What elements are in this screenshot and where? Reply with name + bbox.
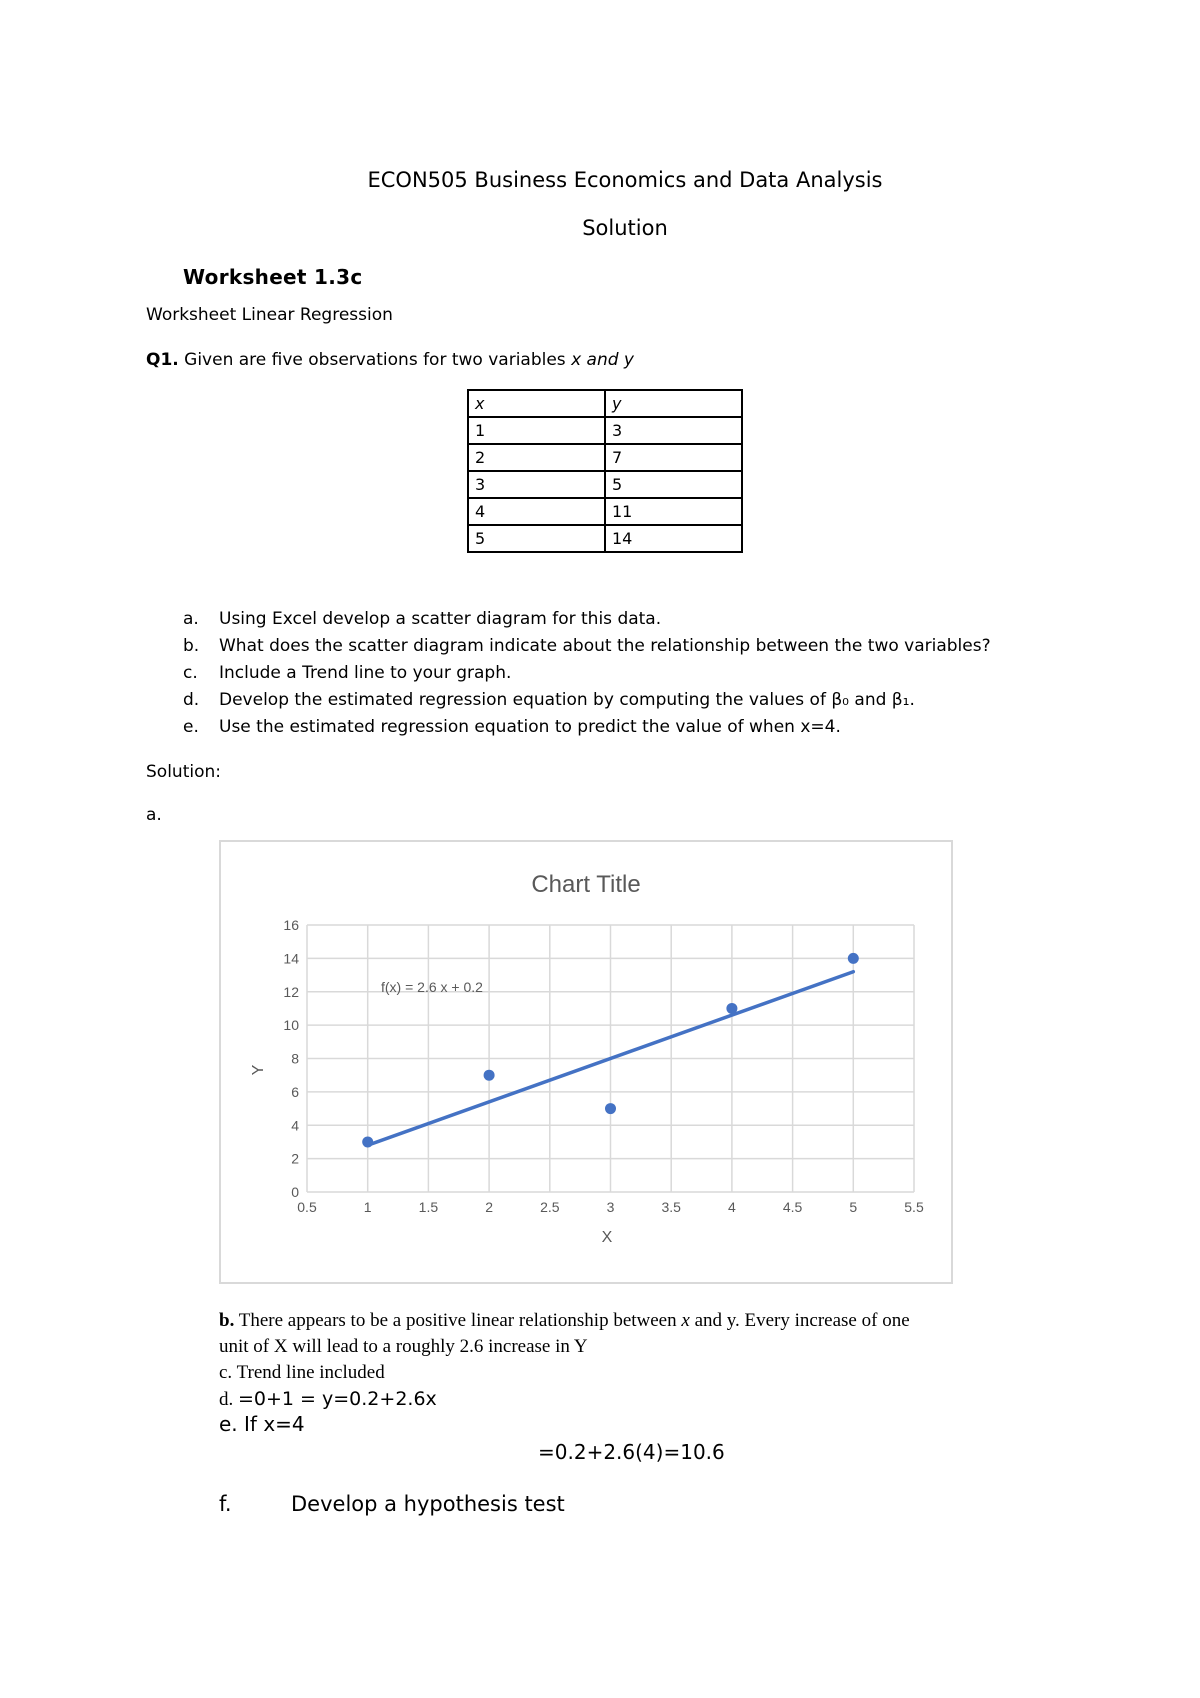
task-text: Use the estimated regression equation to predict the value of when x=4. <box>219 717 841 737</box>
x-tick-label: 4 <box>728 1199 736 1215</box>
data-point <box>848 953 859 964</box>
answer-b-line2: unit of X will lead to a roughly 2.6 increase in Y <box>219 1336 588 1357</box>
data-point <box>362 1136 373 1147</box>
y-tick-label: 2 <box>291 1150 299 1167</box>
x-axis-label: X <box>601 1229 613 1246</box>
observations-table <box>467 389 743 553</box>
data-point <box>605 1103 616 1114</box>
answer-e-result: =0.2+2.6(4)=10.6 <box>538 1440 725 1464</box>
table-cell: 2 <box>468 444 605 471</box>
x-tick-label: 1.5 <box>418 1199 439 1215</box>
y-tick-label: 6 <box>291 1083 299 1100</box>
y-tick-label: 16 <box>283 917 299 933</box>
question-q1 <box>146 350 634 370</box>
table-header-row <box>468 390 742 417</box>
task-text: Develop the estimated regression equation by computing the values of β₀ and β₁. <box>219 690 915 710</box>
answer-f-marker: f. <box>219 1492 232 1516</box>
worksheet-subtitle: Worksheet Linear Regression <box>146 305 393 325</box>
table-cell: 5 <box>605 471 742 498</box>
x-tick-label: 1 <box>363 1199 372 1215</box>
list-item <box>183 633 991 660</box>
task-marker: e. <box>183 717 199 737</box>
answer-e: e. If x=4 <box>219 1412 305 1436</box>
task-text: Using Excel develop a scatter diagram for this data. <box>219 609 662 629</box>
task-marker: d. <box>183 690 200 710</box>
x-tick-label: 3.5 <box>661 1199 681 1215</box>
y-tick-label: 10 <box>283 1017 299 1034</box>
answer-f-text: Develop a hypothesis test <box>291 1492 565 1516</box>
worksheet-title: Worksheet 1.3c <box>183 265 363 289</box>
x-tick-label: 4.5 <box>782 1199 803 1215</box>
y-axis-label: Y <box>250 1064 267 1076</box>
y-tick-label: 12 <box>283 983 299 1000</box>
task-list <box>183 606 991 741</box>
scatter-chart <box>219 840 953 1284</box>
task-text: Include a Trend line to your graph. <box>219 663 512 683</box>
table-cell: 14 <box>605 525 742 552</box>
x-tick-label: 0.5 <box>297 1199 317 1215</box>
x-tick-label: 2.5 <box>540 1199 560 1215</box>
solution-label: Solution: <box>146 762 221 782</box>
chart-title: Chart Title <box>531 871 641 898</box>
table-cell: 3 <box>605 417 742 444</box>
table-cell: 4 <box>468 498 605 525</box>
trendline-equation: f(x) = 2.6 x + 0.2 <box>381 979 483 995</box>
table-cell: 1 <box>468 417 605 444</box>
course-title: ECON505 Business Economics and Data Analysis <box>367 168 883 192</box>
table-cell: 5 <box>468 525 605 552</box>
table-header-y: y <box>605 390 742 417</box>
y-tick-label: 14 <box>283 950 299 967</box>
table-cell: 3 <box>468 471 605 498</box>
data-point <box>726 1003 737 1014</box>
table-header-x: x <box>468 390 605 417</box>
y-tick-label: 4 <box>291 1117 299 1134</box>
y-tick-label: 0 <box>291 1184 299 1200</box>
table-row <box>468 471 742 498</box>
y-tick-label: 8 <box>291 1050 299 1067</box>
question-vars: x and y <box>571 350 634 370</box>
table-row <box>468 498 742 525</box>
answer-c: c. Trend line included <box>219 1362 385 1383</box>
table-cell: 11 <box>605 498 742 525</box>
task-marker: b. <box>183 636 200 656</box>
part-a-label: a. <box>146 805 162 825</box>
chart-svg <box>221 842 951 1282</box>
task-marker: c. <box>183 663 198 683</box>
list-item <box>183 660 991 687</box>
x-tick-label: 3 <box>606 1199 615 1215</box>
page-subtitle: Solution <box>582 216 668 240</box>
question-text: Given are five observations for two variables <box>178 350 572 370</box>
data-point <box>484 1070 495 1081</box>
x-tick-label: 5.5 <box>904 1199 924 1215</box>
table-row <box>468 417 742 444</box>
chart-ticks <box>283 917 924 1215</box>
task-text: What does the scatter diagram indicate about the relationship between the two variables? <box>219 636 991 656</box>
question-label: Q1. <box>146 350 179 370</box>
answer-d: d. =0+1 = y=0.2+2.6x <box>219 1388 437 1410</box>
list-item <box>183 687 991 714</box>
x-tick-label: 5 <box>849 1199 858 1215</box>
table-row <box>468 444 742 471</box>
answer-b-line1: b. There appears to be a positive linear relationship between x and y. Every increase of one <box>219 1310 910 1331</box>
list-item <box>183 714 991 741</box>
table-cell: 7 <box>605 444 742 471</box>
table-row <box>468 525 742 552</box>
list-item <box>183 606 991 633</box>
x-tick-label: 2 <box>485 1199 493 1215</box>
task-marker: a. <box>183 609 199 629</box>
